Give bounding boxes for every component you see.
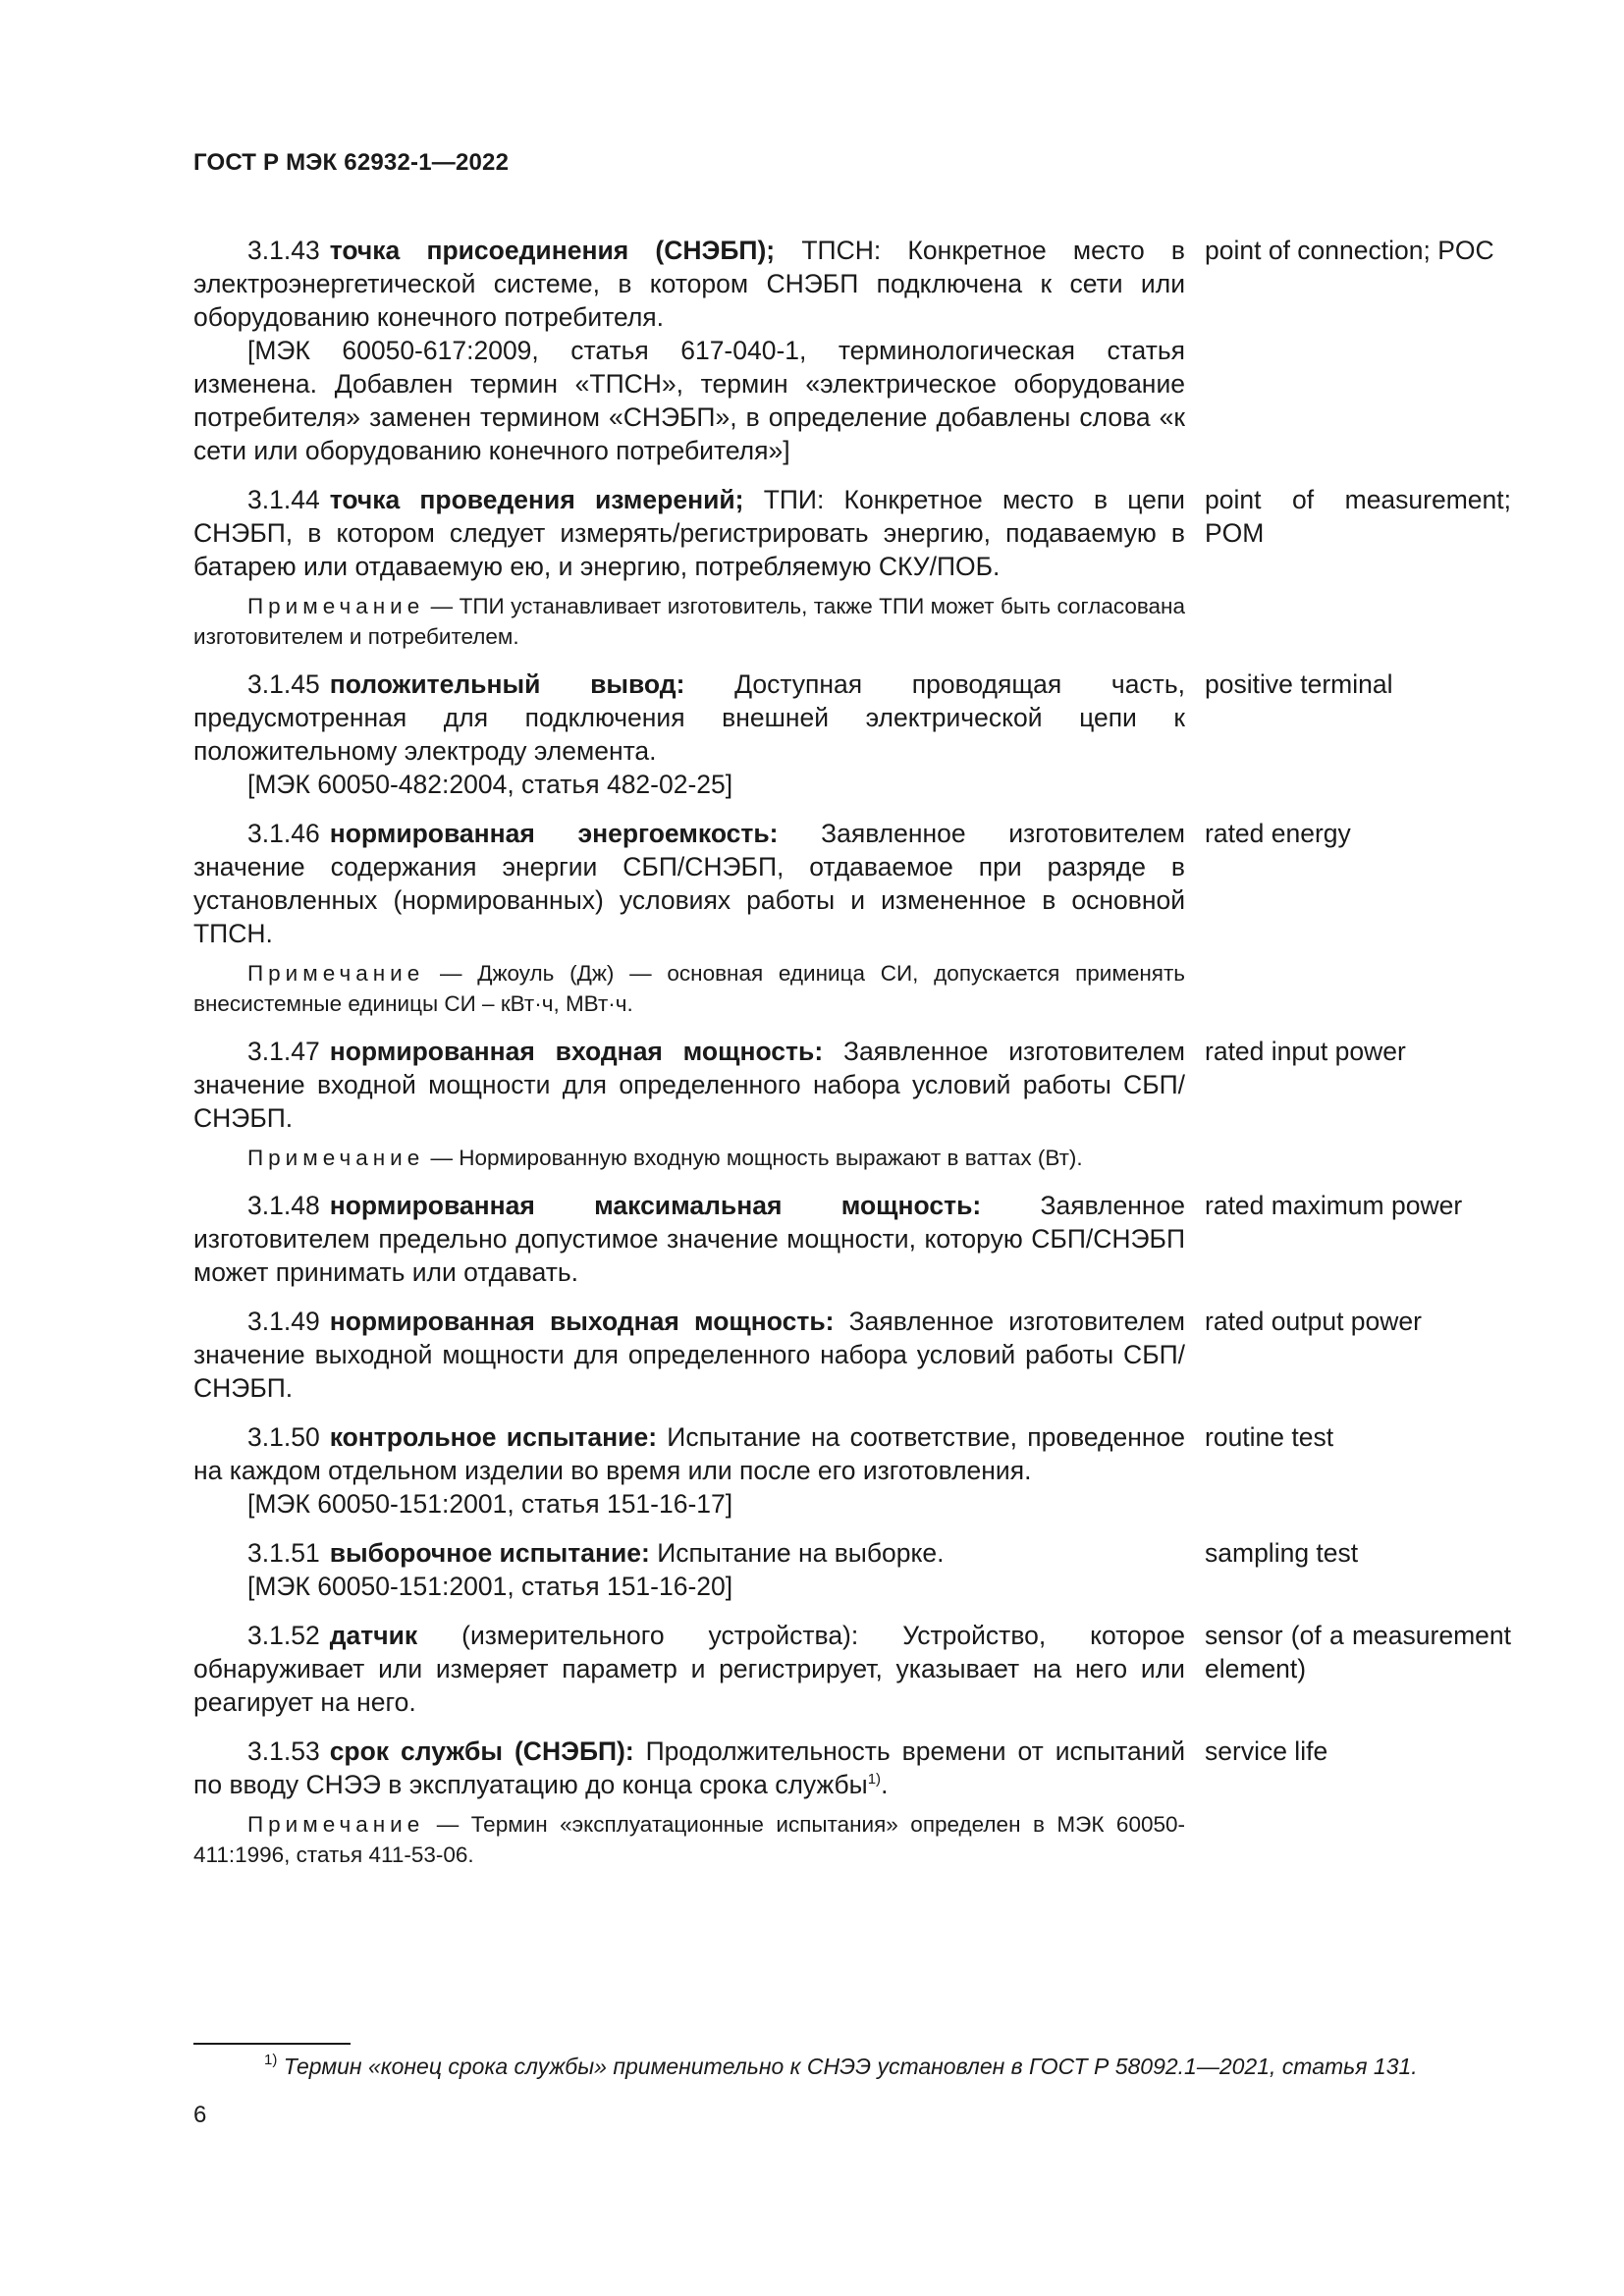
term-note xyxy=(193,958,1185,1019)
note-label: Примечание xyxy=(247,961,425,986)
term-name: контрольное испытание: xyxy=(329,1422,658,1452)
term-entry-3-1-50 xyxy=(193,1420,1511,1521)
term-definition xyxy=(193,1619,1185,1719)
document-header: ГОСТ Р МЭК 62932-1—2022 xyxy=(193,149,510,176)
term-definition-text: Заявленное изготовителем предельно допустимое значение мощности, которую СБП/СНЭБП может принимать или отдавать. xyxy=(193,1191,1185,1287)
term-number: 3.1.48 xyxy=(247,1191,320,1220)
footnote-marker: 1) xyxy=(867,1771,882,1788)
term-definition-block xyxy=(193,234,1185,467)
term-entry-3-1-51 xyxy=(193,1536,1511,1603)
term-definition-text: Продолжительность времени от испытаний по вводу СНЭЭ в эксплуатацию до конца срока службы xyxy=(193,1736,1185,1799)
term-definition-text: Испытание на выборке. xyxy=(657,1538,945,1568)
term-definition xyxy=(193,483,1185,583)
footnote-number: 1) xyxy=(264,2052,278,2068)
note-text: — Термин «эксплуатационные испытания» определен в МЭК 60050-411:1996, статья 411-53-06. xyxy=(193,1812,1185,1867)
term-entry-3-1-49 xyxy=(193,1305,1511,1405)
term-entry-3-1-46 xyxy=(193,817,1511,1019)
term-english-equivalent: sampling test xyxy=(1205,1538,1359,1568)
term-entry-3-1-47 xyxy=(193,1035,1511,1173)
term-entry-3-1-53 xyxy=(193,1735,1511,1870)
term-definition xyxy=(193,1536,1185,1570)
term-note xyxy=(193,1143,1185,1173)
term-name: нормированная максимальная мощность: xyxy=(329,1191,982,1220)
term-number: 3.1.46 xyxy=(247,819,320,848)
term-name: нормированная выходная мощность: xyxy=(329,1307,835,1336)
term-definition-text: ТПИ: Конкретное место в цепи СНЭБП, в котором следует измерять/регистрировать энергию, подаваемую в батарею или отдаваемую ею, и энергию, потребляемую СКУ/ПОБ. xyxy=(193,485,1185,581)
term-number: 3.1.44 xyxy=(247,485,320,514)
term-name: точка проведения измерений; xyxy=(329,485,744,514)
term-definition xyxy=(193,1035,1185,1135)
term-definition-block xyxy=(193,483,1185,652)
footnote-text: Термин «конец срока службы» применительно к СНЭЭ установлен в ГОСТ Р 58092.1—2021, статья 131. xyxy=(277,2054,1418,2079)
term-entry-3-1-48 xyxy=(193,1189,1511,1289)
term-definition-block xyxy=(193,1035,1185,1173)
term-definition-text: Заявленное изготовителем значение содержания энергии СБП/СНЭБП, отдаваемое при разряде в установленных (нормированных) условиях работы и измененное в основной ТПСН. xyxy=(193,819,1185,948)
term-source-reference: [МЭК 60050-151:2001, статья 151-16-20] xyxy=(247,1572,733,1601)
term-name: положительный вывод: xyxy=(329,669,685,699)
term-definition-text: (измерительного устройства): Устройство, которое обнаруживает или измеряет параметр и регистрирует, указывает на него или реагирует на него. xyxy=(193,1621,1185,1717)
term-definition-text: Испытание на соответствие, проведенное на каждом отдельном изделии во время или после его изготовления. xyxy=(193,1422,1185,1485)
term-name: нормированная входная мощность: xyxy=(329,1037,824,1066)
term-definition-block xyxy=(193,817,1185,1019)
term-definition-text: Заявленное изготовителем значение выходной мощности для определенного набора условий работы СБП/СНЭБП. xyxy=(193,1307,1185,1403)
term-number: 3.1.43 xyxy=(247,236,320,265)
term-definition-block xyxy=(193,1735,1185,1870)
term-english-equivalent: service life xyxy=(1205,1736,1328,1766)
term-number: 3.1.53 xyxy=(247,1736,320,1766)
note-label: Примечание xyxy=(247,1146,425,1170)
term-definition xyxy=(193,1305,1185,1405)
term-definition xyxy=(193,1420,1185,1487)
note-label: Примечание xyxy=(247,1812,425,1837)
term-number: 3.1.51 xyxy=(247,1538,320,1568)
term-definition xyxy=(193,667,1185,768)
term-number: 3.1.45 xyxy=(247,669,320,699)
term-name: датчик xyxy=(329,1621,418,1650)
term-english-equivalent: positive terminal xyxy=(1205,669,1393,699)
term-definition-block xyxy=(193,667,1185,801)
term-english-equivalent: rated output power xyxy=(1205,1307,1422,1336)
term-definition xyxy=(193,817,1185,950)
term-english-equivalent: sensor (of a measurement element) xyxy=(1205,1621,1511,1683)
term-number: 3.1.52 xyxy=(247,1621,320,1650)
term-name: срок службы (СНЭБП): xyxy=(329,1736,634,1766)
term-definition-block xyxy=(193,1420,1185,1521)
note-text: — Джоуль (Дж) — основная единица СИ, допускается применять внесистемные единицы СИ – кВт·ч, МВт·ч. xyxy=(193,961,1185,1016)
note-text: — ТПИ устанавливает изготовитель, также ТПИ может быть согласована изготовителем и потребителем. xyxy=(193,594,1185,649)
term-english-equivalent: rated maximum power xyxy=(1205,1191,1463,1220)
term-name: нормированная энергоемкость: xyxy=(329,819,779,848)
footnote xyxy=(193,2052,1511,2081)
term-definition-block xyxy=(193,1536,1185,1603)
term-number: 3.1.47 xyxy=(247,1037,320,1066)
term-definition-text: Заявленное изготовителем значение входной мощности для определенного набора условий работы СБП/СНЭБП. xyxy=(193,1037,1185,1133)
term-definition-text: ТПСН: Конкретное место в электроэнергетической системе, в котором СНЭБП подключена к сети или оборудованию конечного потребителя. xyxy=(193,236,1185,332)
page-number: 6 xyxy=(193,2102,207,2128)
term-source-reference: [МЭК 60050-617:2009, статья 617-040-1, терминологическая статья изменена. Добавлен термин «ТПСН», термин «электрическое оборудование потребителя» заменен термином «СНЭБП», в определение добавлены слова «к сети или оборудованию конечного потребителя»] xyxy=(193,336,1185,465)
term-english-equivalent: point of connection; POC xyxy=(1205,236,1494,265)
term-definition xyxy=(193,234,1185,334)
term-definition-block xyxy=(193,1189,1185,1289)
note-label: Примечание xyxy=(247,594,425,618)
term-note xyxy=(193,1809,1185,1870)
term-english-equivalent: point of measurement; POM xyxy=(1205,485,1511,548)
term-name: точка присоединения (СНЭБП); xyxy=(329,236,776,265)
term-definition-block xyxy=(193,1305,1185,1405)
term-english-equivalent: rated energy xyxy=(1205,819,1351,848)
footnote-separator xyxy=(193,2043,351,2045)
term-definition-text: Доступная проводящая часть, предусмотренная для подключения внешней электрической цепи к положительному электроду элемента. xyxy=(193,669,1185,766)
terms-list xyxy=(193,234,1511,1886)
term-note xyxy=(193,591,1185,652)
term-name: выборочное испытание: xyxy=(329,1538,650,1568)
term-entry-3-1-44 xyxy=(193,483,1511,652)
term-definition xyxy=(193,1735,1185,1801)
term-entry-3-1-45 xyxy=(193,667,1511,801)
note-text: — Нормированную входную мощность выражают в ваттах (Вт). xyxy=(424,1146,1083,1170)
term-english-equivalent: routine test xyxy=(1205,1422,1334,1452)
term-source-reference: [МЭК 60050-151:2001, статья 151-16-17] xyxy=(247,1489,733,1519)
term-number: 3.1.50 xyxy=(247,1422,320,1452)
term-definition-tail: . xyxy=(881,1770,889,1799)
term-entry-3-1-52 xyxy=(193,1619,1511,1719)
term-definition xyxy=(193,1189,1185,1289)
term-number: 3.1.49 xyxy=(247,1307,320,1336)
term-definition-block xyxy=(193,1619,1185,1719)
term-entry-3-1-43 xyxy=(193,234,1511,467)
term-english-equivalent: rated input power xyxy=(1205,1037,1406,1066)
term-source-reference: [МЭК 60050-482:2004, статья 482-02-25] xyxy=(247,770,733,799)
